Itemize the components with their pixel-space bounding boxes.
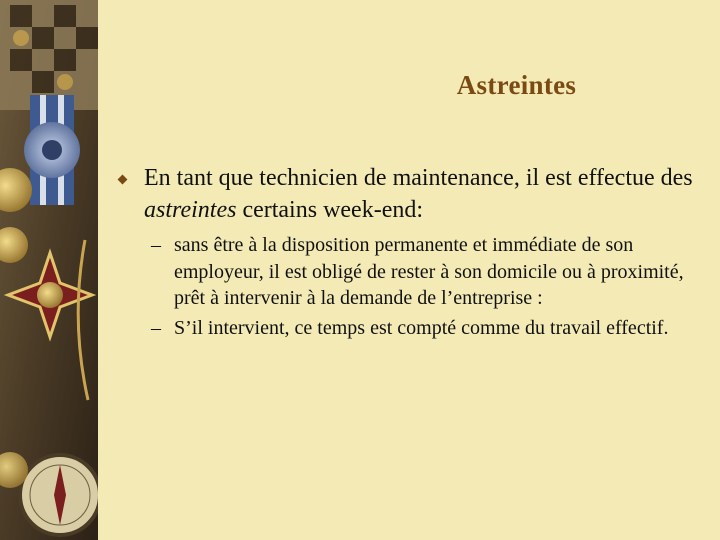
decorative-medal-image	[0, 0, 98, 540]
main-bullet-text-start: En tant que technicien de maintenance, il est effectue des	[144, 165, 693, 191]
main-bullet-text-end: certains week-end:	[236, 197, 424, 223]
sub-bullet-text: sans être à la disposition permanente et immédiate de son employeur, il est obligé de rester à son domicile ou à proximité, prêt à intervenir à la demande de l’entreprise :	[174, 234, 684, 309]
dash-bullet-marker: –	[151, 316, 161, 339]
sub-bullet	[112, 232, 697, 312]
slide-body	[112, 162, 697, 341]
diamond-bullet-icon	[118, 175, 128, 185]
slide-title-text: Astreintes	[456, 70, 577, 100]
sub-bullet-text: S’il intervient, ce temps est compté comme du travail effectif.	[174, 316, 669, 339]
main-bullet-italic-term: astreintes	[144, 197, 237, 223]
main-bullet	[112, 162, 697, 226]
sub-bullet	[112, 315, 697, 342]
dash-bullet-marker: –	[151, 234, 161, 256]
medal-collage-illustration	[0, 0, 98, 540]
slide-title	[98, 70, 720, 101]
